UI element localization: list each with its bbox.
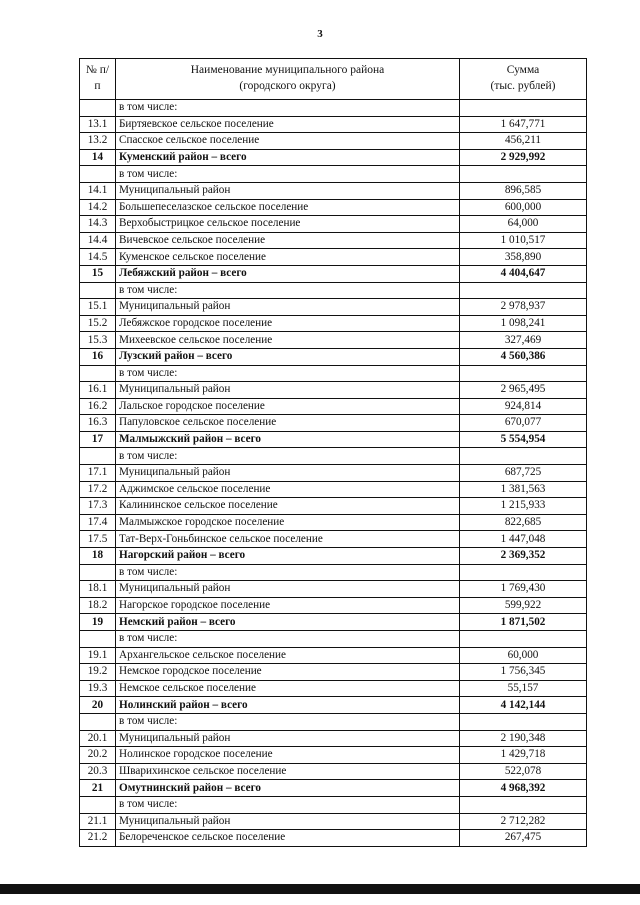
cell-sum: 1 756,345 <box>460 664 587 681</box>
cell-name: Калининское сельское поселение <box>116 498 460 515</box>
cell-name: Белореченское сельское поселение <box>116 830 460 847</box>
table-row <box>80 713 587 730</box>
cell-sum: 358,890 <box>460 249 587 266</box>
table-row <box>80 581 587 598</box>
cell-name: Спасское сельское поселение <box>116 133 460 150</box>
table-row <box>80 315 587 332</box>
page-number: 3 <box>317 28 323 40</box>
cell-num: 13.1 <box>80 116 116 133</box>
cell-num: 21 <box>80 780 116 797</box>
cell-num: 19.1 <box>80 647 116 664</box>
cell-num <box>80 448 116 465</box>
header-sum-line1: Сумма <box>506 64 540 77</box>
cell-sum: 670,077 <box>460 415 587 432</box>
cell-sum: 4 968,392 <box>460 780 587 797</box>
cell-num: 16.2 <box>80 398 116 415</box>
table-row <box>80 481 587 498</box>
table-row <box>80 415 587 432</box>
cell-num: 18.2 <box>80 597 116 614</box>
table-row <box>80 796 587 813</box>
table-row <box>80 813 587 830</box>
cell-sum: 599,922 <box>460 597 587 614</box>
table-row-total <box>80 149 587 166</box>
cell-name: Муниципальный район <box>116 382 460 399</box>
cell-name: Вичевское сельское поселение <box>116 232 460 249</box>
cell-num <box>80 713 116 730</box>
table-row-total <box>80 265 587 282</box>
cell-sum: 456,211 <box>460 133 587 150</box>
cell-name: Большепеселазское сельское поселение <box>116 199 460 216</box>
cell-sum <box>460 166 587 183</box>
table-row-total <box>80 614 587 631</box>
header-sum-line2: (тыс. рублей) <box>490 80 556 92</box>
table-row <box>80 830 587 847</box>
table-row <box>80 763 587 780</box>
cell-num: 20 <box>80 697 116 714</box>
table-row-total <box>80 780 587 797</box>
cell-num <box>80 365 116 382</box>
cell-name: в том числе: <box>116 713 460 730</box>
cell-sum: 55,157 <box>460 680 587 697</box>
cell-sum <box>460 365 587 382</box>
table-row <box>80 182 587 199</box>
cell-num: 15 <box>80 265 116 282</box>
cell-num: 20.1 <box>80 730 116 747</box>
cell-num: 15.3 <box>80 332 116 349</box>
cell-name: Верхобыстрицкое сельское поселение <box>116 216 460 233</box>
table-row <box>80 398 587 415</box>
cell-name: Омутнинский район – всего <box>116 780 460 797</box>
cell-name: Нолинское городское поселение <box>116 747 460 764</box>
table-row <box>80 647 587 664</box>
cell-name: в том числе: <box>116 100 460 117</box>
table-row <box>80 382 587 399</box>
header-num: № п/п <box>80 59 116 100</box>
cell-name: Малмыжское городское поселение <box>116 514 460 531</box>
cell-num: 21.2 <box>80 830 116 847</box>
cell-sum: 60,000 <box>460 647 587 664</box>
cell-name: Муниципальный район <box>116 182 460 199</box>
cell-name: в том числе: <box>116 564 460 581</box>
table-row <box>80 166 587 183</box>
cell-name: Муниципальный район <box>116 465 460 482</box>
table-row <box>80 564 587 581</box>
cell-num: 18 <box>80 548 116 565</box>
cell-num: 17.5 <box>80 531 116 548</box>
cell-name: Лебяжское городское поселение <box>116 315 460 332</box>
table-row <box>80 680 587 697</box>
cell-name: Тат-Верх-Гоньбинское сельское поселение <box>116 531 460 548</box>
table-row <box>80 282 587 299</box>
cell-num: 20.3 <box>80 763 116 780</box>
cell-sum: 4 560,386 <box>460 348 587 365</box>
table-row <box>80 514 587 531</box>
cell-name: Лузский район – всего <box>116 348 460 365</box>
cell-num <box>80 631 116 648</box>
cell-name: в том числе: <box>116 631 460 648</box>
cell-name: Лебяжский район – всего <box>116 265 460 282</box>
bottom-scan-band <box>0 884 640 894</box>
cell-sum <box>460 796 587 813</box>
cell-name: Биртяевское сельское поселение <box>116 116 460 133</box>
cell-num: 21.1 <box>80 813 116 830</box>
table-row <box>80 199 587 216</box>
cell-sum <box>460 448 587 465</box>
cell-name: Папуловское сельское поселение <box>116 415 460 432</box>
cell-sum <box>460 100 587 117</box>
cell-sum: 2 369,352 <box>460 548 587 565</box>
cell-name: в том числе: <box>116 166 460 183</box>
cell-num: 15.2 <box>80 315 116 332</box>
cell-name: Немское сельское поселение <box>116 680 460 697</box>
cell-sum: 1 871,502 <box>460 614 587 631</box>
table-row <box>80 249 587 266</box>
cell-sum: 2 190,348 <box>460 730 587 747</box>
table-row-total <box>80 348 587 365</box>
table-row <box>80 465 587 482</box>
cell-sum <box>460 564 587 581</box>
cell-name: Лальское городское поселение <box>116 398 460 415</box>
cell-sum: 4 404,647 <box>460 265 587 282</box>
cell-name: в том числе: <box>116 365 460 382</box>
cell-sum <box>460 713 587 730</box>
cell-sum: 5 554,954 <box>460 431 587 448</box>
cell-name: Немское городское поселение <box>116 664 460 681</box>
table-row <box>80 232 587 249</box>
cell-name: Муниципальный район <box>116 730 460 747</box>
table-body <box>80 100 587 847</box>
table-row <box>80 597 587 614</box>
cell-sum: 2 965,495 <box>460 382 587 399</box>
cell-num: 18.1 <box>80 581 116 598</box>
cell-sum: 2 978,937 <box>460 299 587 316</box>
table-row <box>80 332 587 349</box>
cell-name: Архангельское сельское поселение <box>116 647 460 664</box>
header-name <box>116 59 460 100</box>
table-row-total <box>80 697 587 714</box>
cell-name: Немский район – всего <box>116 614 460 631</box>
cell-sum: 924,814 <box>460 398 587 415</box>
cell-num: 20.2 <box>80 747 116 764</box>
cell-num: 15.1 <box>80 299 116 316</box>
cell-sum: 1 010,517 <box>460 232 587 249</box>
cell-num: 14 <box>80 149 116 166</box>
cell-num <box>80 796 116 813</box>
cell-name: в том числе: <box>116 796 460 813</box>
table-row <box>80 299 587 316</box>
cell-name: Малмыжский район – всего <box>116 431 460 448</box>
cell-sum: 822,685 <box>460 514 587 531</box>
cell-name: в том числе: <box>116 448 460 465</box>
cell-sum: 1 098,241 <box>460 315 587 332</box>
cell-num: 14.4 <box>80 232 116 249</box>
cell-sum: 2 929,992 <box>460 149 587 166</box>
cell-name: Муниципальный район <box>116 581 460 598</box>
cell-sum: 600,000 <box>460 199 587 216</box>
cell-num: 17.1 <box>80 465 116 482</box>
cell-num: 16.3 <box>80 415 116 432</box>
cell-name: Муниципальный район <box>116 813 460 830</box>
cell-num: 17 <box>80 431 116 448</box>
cell-sum: 1 447,048 <box>460 531 587 548</box>
cell-num: 16 <box>80 348 116 365</box>
cell-num: 13.2 <box>80 133 116 150</box>
table-row <box>80 116 587 133</box>
cell-sum: 1 769,430 <box>460 581 587 598</box>
cell-sum: 64,000 <box>460 216 587 233</box>
cell-num: 17.4 <box>80 514 116 531</box>
table-row-total <box>80 431 587 448</box>
cell-num: 16.1 <box>80 382 116 399</box>
cell-num: 19.2 <box>80 664 116 681</box>
table-row <box>80 730 587 747</box>
cell-num: 14.5 <box>80 249 116 266</box>
header-sum <box>460 59 587 100</box>
header-name-line1: Наименование муниципального района <box>190 64 385 77</box>
cell-num <box>80 564 116 581</box>
cell-sum: 687,725 <box>460 465 587 482</box>
cell-num: 14.3 <box>80 216 116 233</box>
header-name-line2: (городского округа) <box>239 80 336 92</box>
table-row <box>80 365 587 382</box>
table-row <box>80 531 587 548</box>
cell-name: Аджимское сельское поселение <box>116 481 460 498</box>
cell-name: Нагорское городское поселение <box>116 597 460 614</box>
cell-num: 14.2 <box>80 199 116 216</box>
table-row <box>80 498 587 515</box>
table-row <box>80 448 587 465</box>
cell-sum <box>460 282 587 299</box>
table-header-row <box>80 59 587 100</box>
table-row <box>80 133 587 150</box>
cell-sum: 522,078 <box>460 763 587 780</box>
cell-name: Куменский район – всего <box>116 149 460 166</box>
cell-sum <box>460 631 587 648</box>
cell-num: 17.3 <box>80 498 116 515</box>
cell-sum: 1 647,771 <box>460 116 587 133</box>
table-row-total <box>80 548 587 565</box>
cell-name: Нолинский район – всего <box>116 697 460 714</box>
cell-name: Нагорский район – всего <box>116 548 460 565</box>
table-row <box>80 747 587 764</box>
cell-name: в том числе: <box>116 282 460 299</box>
cell-sum: 2 712,282 <box>460 813 587 830</box>
cell-sum: 4 142,144 <box>460 697 587 714</box>
cell-sum: 1 215,933 <box>460 498 587 515</box>
cell-sum: 896,585 <box>460 182 587 199</box>
cell-num: 14.1 <box>80 182 116 199</box>
cell-num: 17.2 <box>80 481 116 498</box>
cell-num <box>80 282 116 299</box>
table-row <box>80 216 587 233</box>
table-row <box>80 664 587 681</box>
cell-sum: 1 381,563 <box>460 481 587 498</box>
cell-name: Шварихинское сельское поселение <box>116 763 460 780</box>
cell-sum: 327,469 <box>460 332 587 349</box>
cell-sum: 267,475 <box>460 830 587 847</box>
cell-num: 19.3 <box>80 680 116 697</box>
table-row <box>80 100 587 117</box>
cell-num <box>80 166 116 183</box>
table-row <box>80 631 587 648</box>
cell-sum: 1 429,718 <box>460 747 587 764</box>
cell-num <box>80 100 116 117</box>
cell-name: Куменское сельское поселение <box>116 249 460 266</box>
budget-table <box>79 58 587 847</box>
cell-num: 19 <box>80 614 116 631</box>
cell-name: Муниципальный район <box>116 299 460 316</box>
cell-name: Михеевское сельское поселение <box>116 332 460 349</box>
